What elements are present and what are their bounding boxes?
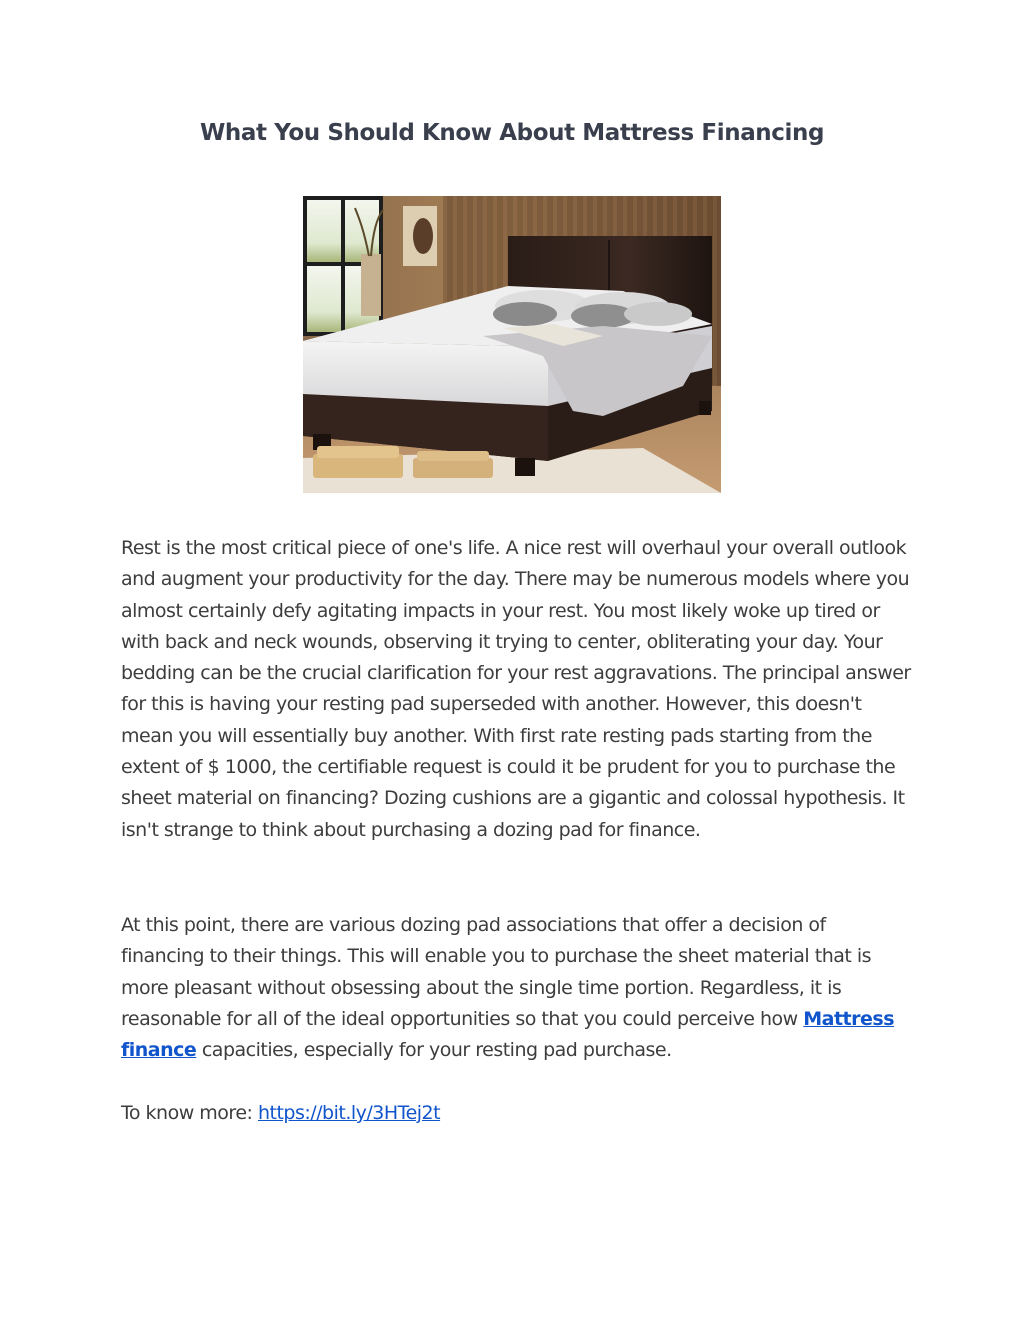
paragraph-financing-tail: capacities, especially for your resting pad purchase. — [196, 1039, 672, 1062]
paragraph-intro: Rest is the most critical piece of one's life. A nice rest will overhaul your overall outlook and augment your productivity for the day. There may be numerous models where you almost certainly defy agitating impacts in your rest. You most likely woke up tired or with back and neck wounds, observing it trying to center, obliterating your day. Your bedding can be the crucial clarification for your rest aggravations. The principal answer for this is having your resting pad superseded with another. However, this doesn't mean you will essentially buy another. With first rate resting pads starting from the extent of $ 1000, the certifiable request is could it be prudent for you to purchase the sheet material on financing? Dozing cushions are a gigantic and colossal hypothesis. It isn't strange to think about purchasing a dozing pad for finance. — [121, 537, 911, 841]
mattress-finance-link[interactable]: Mattress finance — [121, 1007, 895, 1062]
know-more-url-link[interactable]: https://bit.ly/3HTej2t — [257, 1102, 441, 1124]
know-more-line — [121, 1098, 911, 1129]
paragraph-financing — [121, 910, 911, 1066]
page-title: What You Should Know About Mattress Financing — [199, 120, 825, 146]
bed-photo — [303, 196, 721, 493]
paragraph-financing-text: At this point, there are various dozing pad associations that offer a decision of financing to their things. This will enable you to purchase the sheet material that is more pleasant without obsessing about the single time portion. Regardless, it is reasonable for all of the ideal opportunities so that you could perceive how — [121, 914, 872, 1030]
know-more-label: To know more: — [121, 1102, 258, 1124]
